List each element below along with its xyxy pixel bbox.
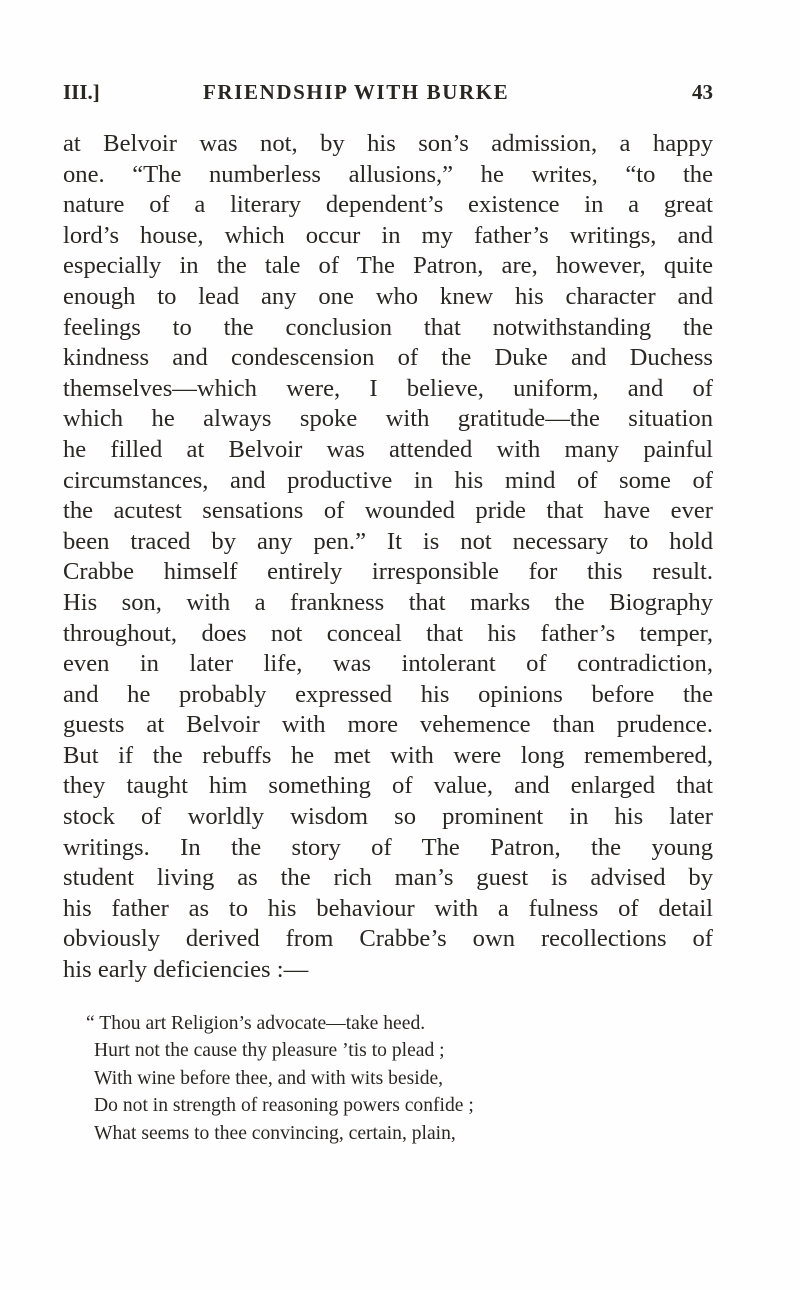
verse-line: Do not in strength of reasoning powers confide ; xyxy=(94,1095,474,1117)
text-line: especially in the tale of The Patron, are, however, quite xyxy=(63,252,713,280)
text-line: themselves—which were, I believe, uniform, and of xyxy=(63,374,713,402)
text-line: feelings to the conclusion that notwithstanding the xyxy=(63,313,713,341)
page-number: 43 xyxy=(692,80,713,104)
text-line: which he always spoke with gratitude—the situation xyxy=(63,405,713,433)
verse-line: Hurt not the cause thy pleasure ’tis to plead ; xyxy=(94,1040,445,1062)
text-line: his early deficiencies :— xyxy=(63,956,309,984)
verse-line: What seems to thee convincing, certain, plain, xyxy=(94,1122,456,1144)
text-line: lord’s house, which occur in my father’s writings, and xyxy=(63,221,713,249)
text-line: his father as to his behaviour with a fulness of detail xyxy=(63,894,713,922)
text-line: one. “The numberless allusions,” he writes, “to the xyxy=(63,160,713,188)
text-line: But if the rebuffs he met with were long remembered, xyxy=(63,741,713,769)
running-title: FRIENDSHIP WITH BURKE xyxy=(203,80,510,104)
text-line: enough to lead any one who knew his character and xyxy=(63,282,713,310)
body-paragraph xyxy=(63,129,713,986)
running-head xyxy=(63,80,713,110)
text-line: and he probably expressed his opinions before the xyxy=(63,680,713,708)
text-line: he filled at Belvoir was attended with many painful xyxy=(63,435,713,463)
text-line: His son, with a frankness that marks the Biography xyxy=(63,588,713,616)
text-line: nature of a literary dependent’s existence in a great xyxy=(63,191,713,219)
verse-quotation xyxy=(86,1010,666,1147)
text-line: throughout, does not conceal that his father’s temper, xyxy=(63,619,713,647)
text-line: writings. In the story of The Patron, the young xyxy=(63,833,713,861)
text-line: Crabbe himself entirely irresponsible for this result. xyxy=(63,558,713,586)
text-line: they taught him something of value, and enlarged that xyxy=(63,772,713,800)
text-line: even in later life, was intolerant of contradiction, xyxy=(63,650,713,678)
text-line: at Belvoir was not, by his son’s admission, a happy xyxy=(63,130,713,157)
chapter-marker: III.] xyxy=(63,80,100,104)
text-line: stock of worldly wisdom so prominent in his later xyxy=(63,803,713,831)
text-line: obviously derived from Crabbe’s own recollections of xyxy=(63,925,713,953)
text-line: the acutest sensations of wounded pride that have ever xyxy=(63,497,713,525)
text-line: kindness and condescension of the Duke and Duchess xyxy=(63,344,713,372)
text-line: student living as the rich man’s guest is advised by xyxy=(63,864,713,892)
text-line: guests at Belvoir with more vehemence than prudence. xyxy=(63,711,713,739)
verse-line: With wine before thee, and with wits beside, xyxy=(94,1067,444,1089)
verse-line: “ Thou art Religion’s advocate—take heed. xyxy=(86,1013,426,1034)
text-line: been traced by any pen.” It is not necessary to hold xyxy=(63,527,713,555)
text-line: circumstances, and productive in his mind of some of xyxy=(63,466,713,494)
